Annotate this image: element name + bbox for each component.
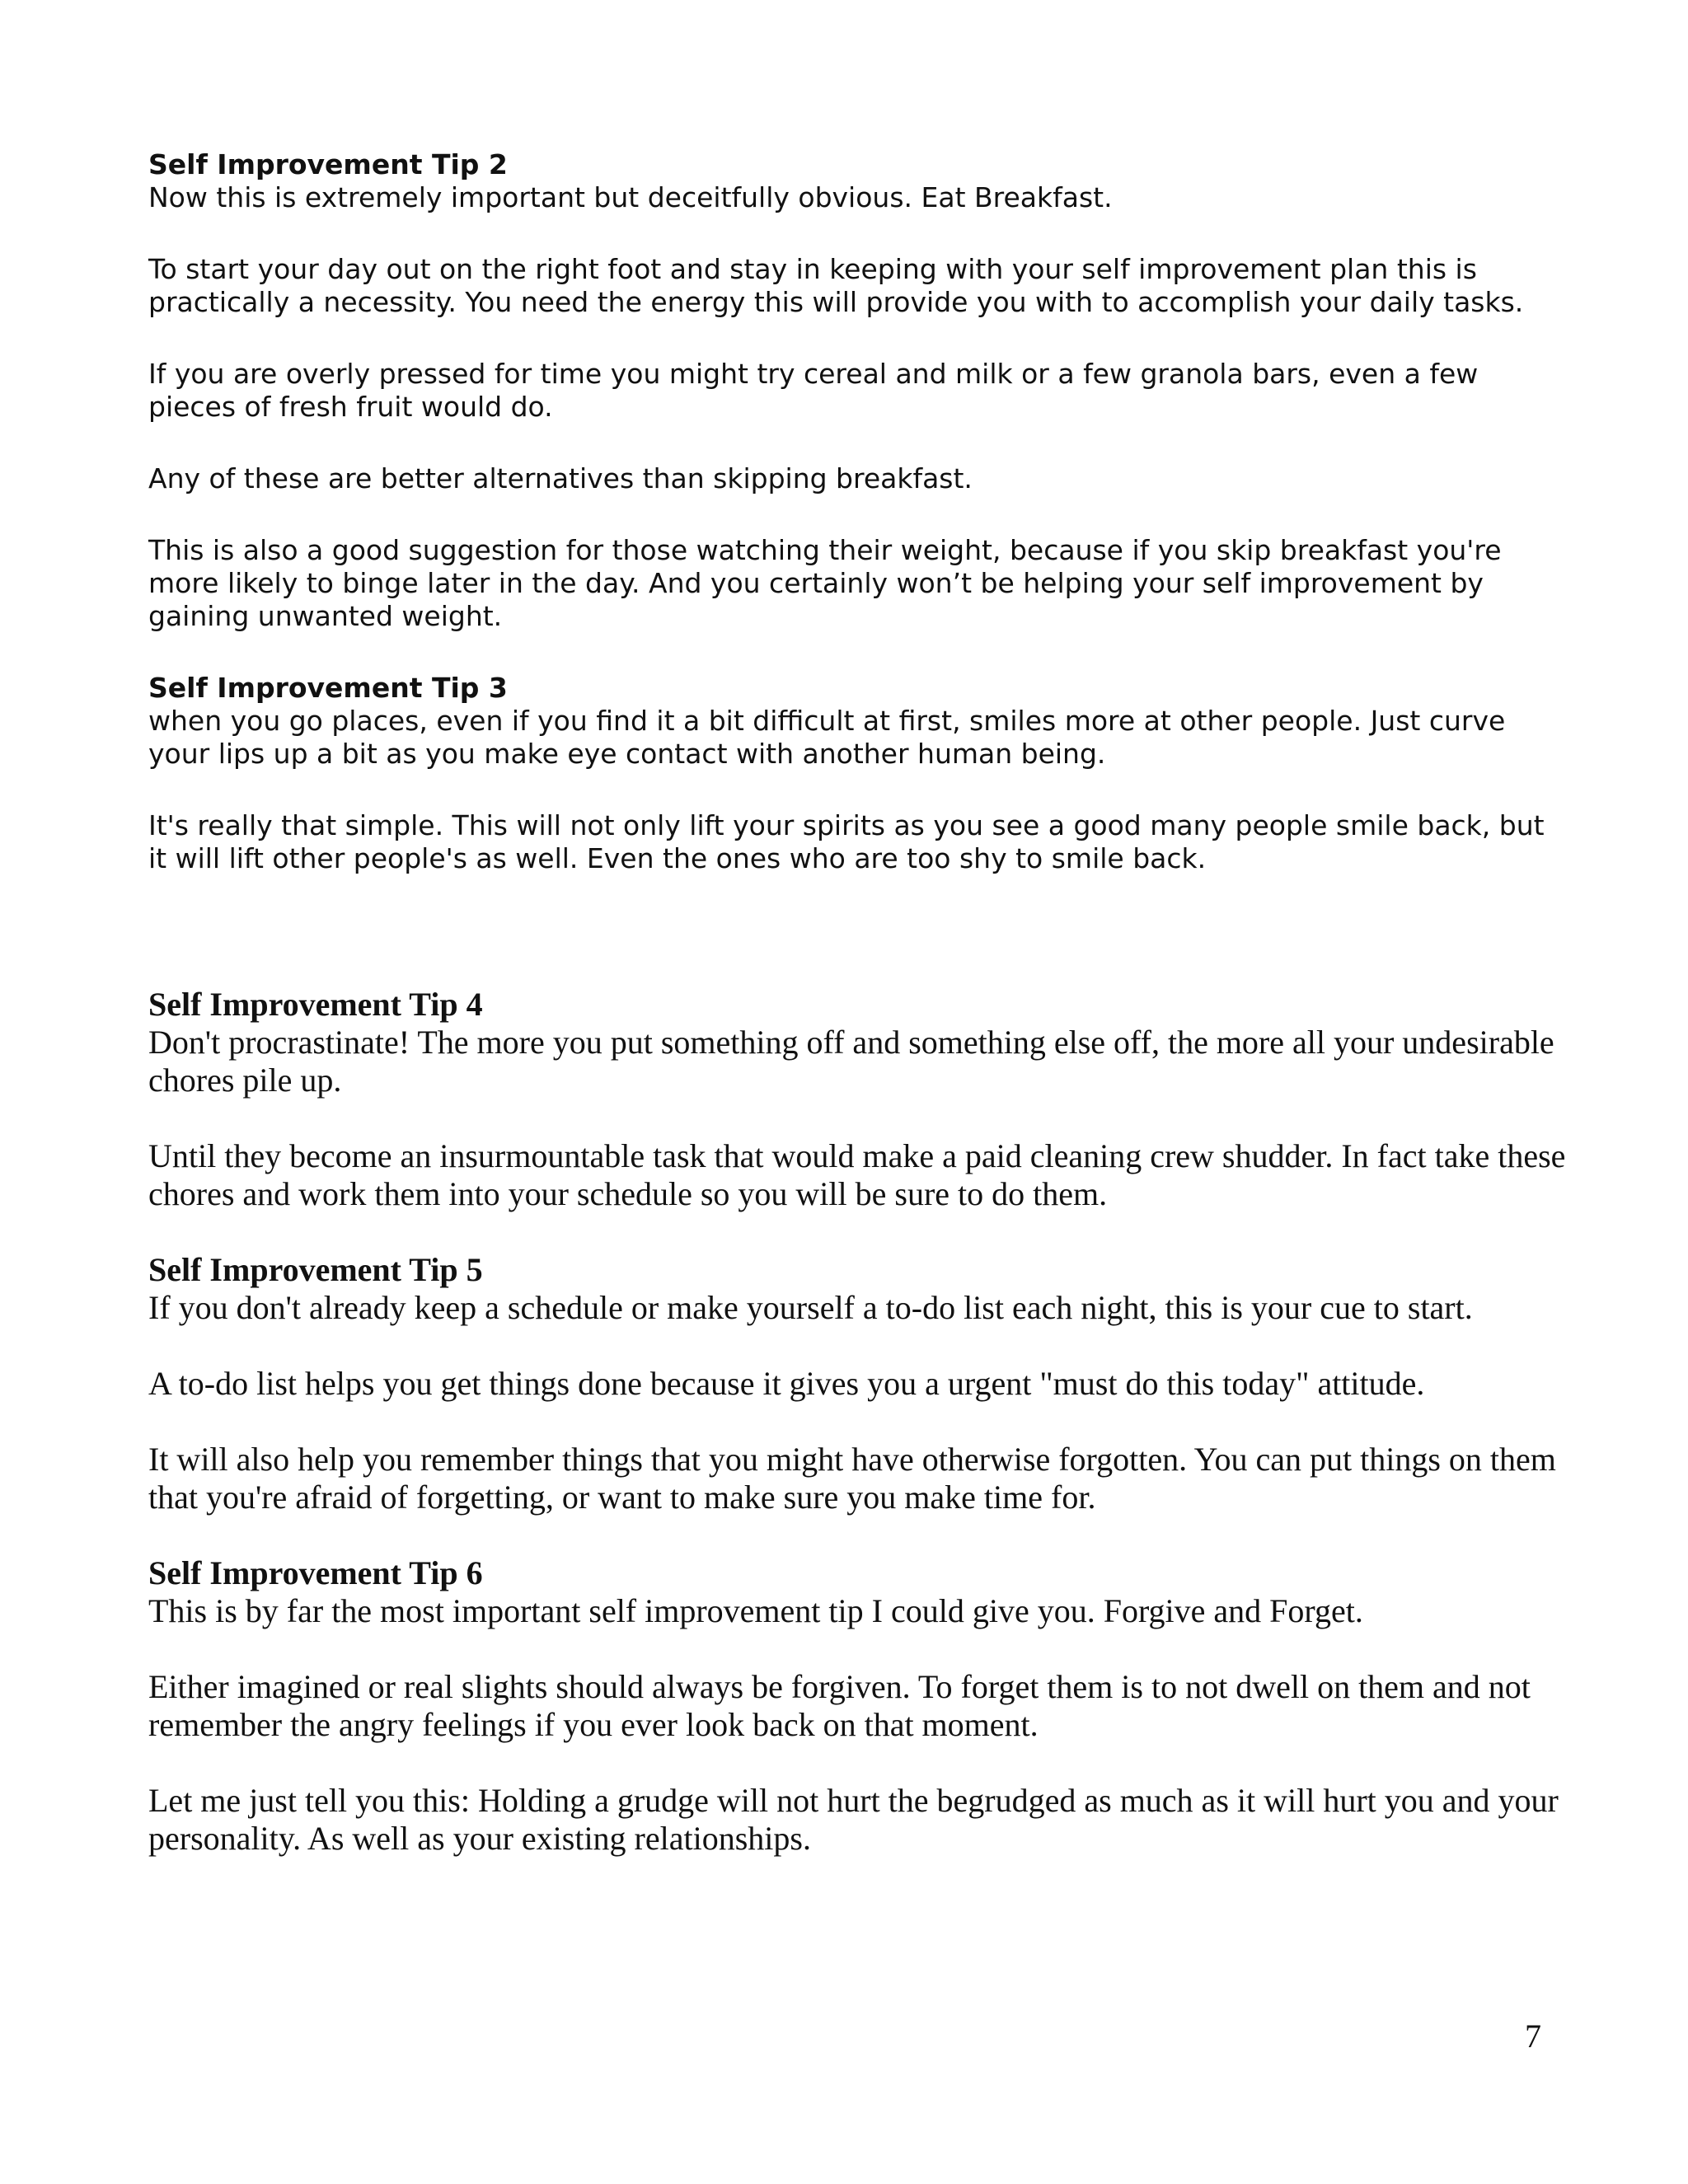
tip-paragraph: If you are overly pressed for time you might try cereal and milk or a few granola bars, even a few pieces of fresh fruit would do.	[148, 358, 1479, 423]
tip-paragraph: To start your day out on the right foot and stay in keeping with your self improvement plan this is practically a necessity. You need the energy this will provide you with to accomplish your daily tasks.	[148, 253, 1524, 318]
tip-heading: Self Improvement Tip 6	[148, 1554, 483, 1591]
tip-paragraph: when you go places, even if you find it a bit difficult at first, smiles more at other people. Just curve your lips up a bit as you make eye contact with another human being.	[148, 705, 1506, 770]
tip-heading: Self Improvement Tip 2	[148, 148, 508, 180]
tips-section-sans	[148, 148, 1566, 914]
tip-paragraph: Let me just tell you this: Holding a grudge will not hurt the begrudged as much as it will hurt you and your personality. As well as your existing relationships.	[148, 1782, 1559, 1857]
tip-paragraph: If you don't already keep a schedule or make yourself a to-do list each night, this is your cue to start.	[148, 1289, 1473, 1326]
tip-paragraph: This is also a good suggestion for those watching their weight, because if you skip breakfast you're more likely to binge later in the day. And you certainly won’t be helping your self improvement by gaining unwanted weight.	[148, 534, 1502, 632]
tip-3	[148, 672, 1566, 875]
page-number: 7	[1525, 2018, 1541, 2055]
tip-heading: Self Improvement Tip 4	[148, 986, 483, 1023]
tip-paragraph: It will also help you remember things that you might have otherwise forgotten. You can put things on them that you're afraid of forgetting, or want to make sure you make time for.	[148, 1441, 1556, 1516]
tip-paragraph: A to-do list helps you get things done because it gives you a urgent "must do this today" attitude.	[148, 1365, 1425, 1402]
tip-5	[148, 1251, 1566, 1516]
tip-heading: Self Improvement Tip 5	[148, 1251, 483, 1288]
tips-section-serif	[148, 986, 1566, 1896]
tip-paragraph: Any of these are better alternatives than skipping breakfast.	[148, 462, 973, 494]
tip-heading: Self Improvement Tip 3	[148, 672, 508, 704]
tip-paragraph: It's really that simple. This will not only lift your spirits as you see a good many people smile back, but it will lift other people's as well. Even the ones who are too shy to smile back.	[148, 809, 1545, 874]
tip-6	[148, 1554, 1566, 1858]
tip-4	[148, 986, 1566, 1213]
tip-paragraph: Either imagined or real slights should always be forgiven. To forget them is to not dwell on them and not remember the angry feelings if you ever look back on that moment.	[148, 1668, 1531, 1743]
tip-paragraph: Now this is extremely important but deceitfully obvious. Eat Breakfast.	[148, 181, 1113, 213]
tip-paragraph: This is by far the most important self improvement tip I could give you. Forgive and Forget.	[148, 1592, 1363, 1629]
tip-2	[148, 148, 1566, 633]
tip-paragraph: Until they become an insurmountable task that would make a paid cleaning crew shudder. In fact take these chores and work them into your schedule so you will be sure to do them.	[148, 1137, 1566, 1212]
tip-paragraph: Don't procrastinate! The more you put something off and something else off, the more all your undesirable chores pile up.	[148, 1024, 1554, 1099]
